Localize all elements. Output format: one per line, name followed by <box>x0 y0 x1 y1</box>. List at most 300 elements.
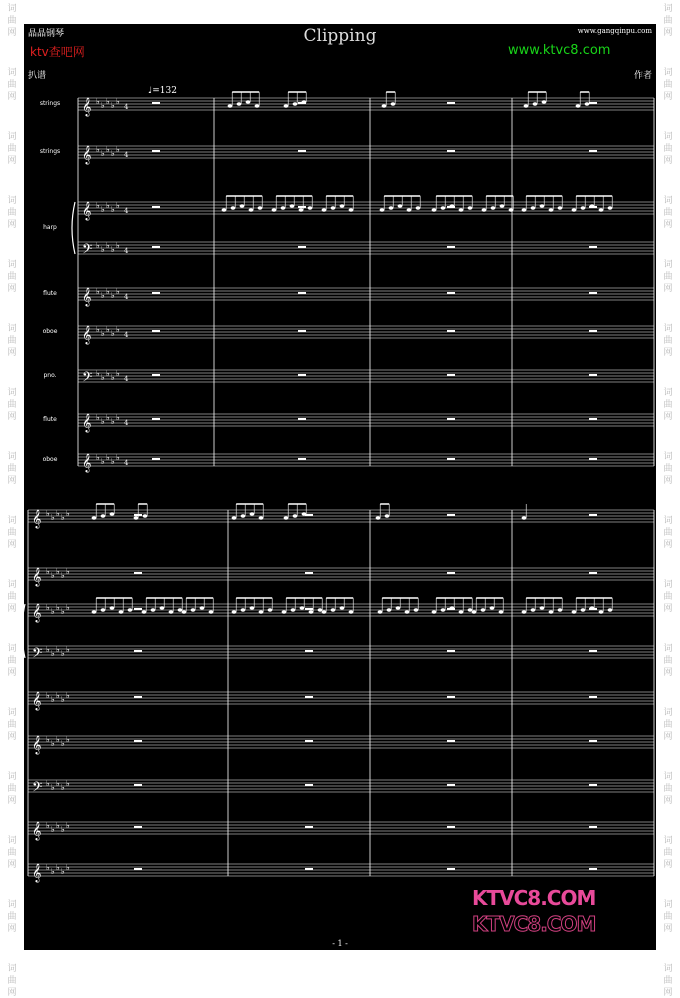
margin-char: 网 <box>7 540 17 550</box>
margin-char: 曲 <box>7 528 17 538</box>
time-signature: 4 <box>124 151 129 159</box>
note-head <box>522 516 527 519</box>
margin-char: 曲 <box>663 208 673 218</box>
header-left-label: 晶晶钢琴 <box>28 29 65 39</box>
flat-sign: ♭ <box>51 607 55 616</box>
note-head <box>349 208 354 211</box>
note-head <box>101 514 106 517</box>
margin-char: 网 <box>7 924 17 934</box>
flat-sign: ♭ <box>56 567 60 576</box>
note-head <box>302 100 307 103</box>
harp-brace <box>24 604 25 658</box>
flat-sign: ♭ <box>116 369 120 378</box>
note-head <box>581 206 586 209</box>
treble-clef: 𝄞 <box>82 453 92 472</box>
flat-sign: ♭ <box>101 457 105 466</box>
margin-char: 网 <box>663 668 673 678</box>
treble-clef: 𝄞 <box>82 201 92 220</box>
bass-clef: 𝄢 <box>32 645 43 664</box>
margin-char: 曲 <box>663 912 673 922</box>
note-head <box>407 208 412 211</box>
flat-sign: ♭ <box>101 205 105 214</box>
time-signature: 4 <box>124 293 129 301</box>
flat-sign: ♭ <box>46 509 50 518</box>
flat-sign: ♭ <box>96 201 100 210</box>
note-head <box>391 102 396 105</box>
note-head <box>558 608 563 611</box>
flat-sign: ♭ <box>51 649 55 658</box>
margin-char: 网 <box>663 924 673 934</box>
note-head <box>308 206 313 209</box>
flat-sign: ♭ <box>116 287 120 296</box>
margin-char: 词 <box>7 580 17 590</box>
note-head <box>590 204 595 207</box>
margin-char: 网 <box>7 220 17 230</box>
margin-char: 曲 <box>7 208 17 218</box>
margin-char: 词 <box>7 324 17 334</box>
margin-char: 曲 <box>663 336 673 346</box>
margin-char: 网 <box>663 284 673 294</box>
flat-sign: ♭ <box>111 245 115 254</box>
time-signature: 4 <box>124 459 129 467</box>
treble-clef: 𝄞 <box>82 97 92 116</box>
note-head <box>533 102 538 105</box>
flat-sign: ♭ <box>56 509 60 518</box>
ktv-logo-text[interactable]: ktv查吧网 <box>30 45 85 59</box>
instrument-label: strings <box>39 148 61 155</box>
flat-sign: ♭ <box>46 779 50 788</box>
margin-char: 网 <box>663 860 673 870</box>
note-head <box>232 516 237 519</box>
note-head <box>259 610 264 613</box>
margin-char: 词 <box>7 68 17 78</box>
note-head <box>468 206 473 209</box>
note-head <box>250 606 255 609</box>
margin-char: 网 <box>7 28 17 38</box>
note-head <box>178 608 183 611</box>
margin-char: 词 <box>7 452 17 462</box>
note-head <box>414 608 419 611</box>
margin-char: 曲 <box>663 16 673 26</box>
margin-char: 网 <box>7 604 17 614</box>
note-head <box>284 104 289 107</box>
margin-char: 曲 <box>663 464 673 474</box>
left-margin-watermark <box>2 0 22 998</box>
note-head <box>299 208 304 211</box>
margin-char: 网 <box>663 412 673 422</box>
flat-sign: ♭ <box>106 241 110 250</box>
note-head <box>531 608 536 611</box>
note-head <box>522 610 527 613</box>
margin-char: 网 <box>663 604 673 614</box>
margin-char: 词 <box>663 324 673 334</box>
margin-char: 网 <box>663 732 673 742</box>
note-head <box>542 100 547 103</box>
margin-char: 曲 <box>7 272 17 282</box>
note-head <box>92 516 97 519</box>
arranger-label: 扒谱 <box>28 71 47 81</box>
note-head <box>259 516 264 519</box>
margin-char: 网 <box>7 348 17 358</box>
note-head <box>459 208 464 211</box>
instrument-label: harp <box>43 224 57 231</box>
instrument-label: pno. <box>43 372 57 379</box>
note-head <box>441 608 446 611</box>
margin-char: 网 <box>7 988 17 998</box>
note-head <box>432 208 437 211</box>
note-head <box>232 610 237 613</box>
note-head <box>191 608 196 611</box>
flat-sign: ♭ <box>56 735 60 744</box>
flat-sign: ♭ <box>106 97 110 106</box>
margin-char: 词 <box>7 900 17 910</box>
treble-clef: 𝄞 <box>32 735 42 754</box>
flat-sign: ♭ <box>51 571 55 580</box>
note-head <box>416 206 421 209</box>
flat-sign: ♭ <box>56 603 60 612</box>
bass-clef: 𝄢 <box>82 241 93 260</box>
flat-sign: ♭ <box>111 149 115 158</box>
flat-sign: ♭ <box>101 291 105 300</box>
flat-sign: ♭ <box>56 821 60 830</box>
composer-label: 作者 <box>633 71 652 81</box>
note-head <box>378 610 383 613</box>
margin-char: 词 <box>663 964 673 974</box>
margin-char: 网 <box>7 284 17 294</box>
flat-sign: ♭ <box>46 603 50 612</box>
margin-char: 曲 <box>663 656 673 666</box>
margin-char: 词 <box>7 260 17 270</box>
time-signature: 4 <box>124 375 129 383</box>
flat-sign: ♭ <box>66 821 70 830</box>
flat-sign: ♭ <box>101 329 105 338</box>
watermark-text-top: KTVC8.COM <box>472 886 596 910</box>
note-head <box>396 606 401 609</box>
flat-sign: ♭ <box>96 241 100 250</box>
flat-sign: ♭ <box>56 779 60 788</box>
margin-char: 曲 <box>7 16 17 26</box>
note-head <box>246 100 251 103</box>
margin-char: 词 <box>663 196 673 206</box>
note-head <box>309 610 314 613</box>
margin-char: 词 <box>663 644 673 654</box>
bass-clef: 𝄢 <box>82 369 93 388</box>
margin-char: 网 <box>663 92 673 102</box>
instrument-label: flute <box>43 416 57 423</box>
note-head <box>349 610 354 613</box>
margin-char: 曲 <box>7 80 17 90</box>
note-head <box>258 206 263 209</box>
flat-sign: ♭ <box>101 417 105 426</box>
flat-sign: ♭ <box>46 567 50 576</box>
margin-char: 词 <box>663 708 673 718</box>
margin-char: 曲 <box>663 80 673 90</box>
flat-sign: ♭ <box>101 245 105 254</box>
flat-sign: ♭ <box>111 329 115 338</box>
treble-clef: 𝄞 <box>32 821 42 840</box>
flat-sign: ♭ <box>51 739 55 748</box>
flat-sign: ♭ <box>51 513 55 522</box>
margin-char: 词 <box>663 388 673 398</box>
note-head <box>340 606 345 609</box>
note-head <box>509 208 514 211</box>
flat-sign: ♭ <box>61 513 65 522</box>
flat-sign: ♭ <box>66 735 70 744</box>
note-head <box>472 610 477 613</box>
margin-char: 网 <box>7 412 17 422</box>
margin-char: 曲 <box>663 720 673 730</box>
flat-sign: ♭ <box>96 413 100 422</box>
margin-char: 网 <box>663 796 673 806</box>
harp-brace <box>72 202 75 254</box>
watermark-text-bottom: KTVC8.COM <box>472 912 596 936</box>
note-head <box>468 608 473 611</box>
instrument-label: flute <box>43 290 57 297</box>
flat-sign: ♭ <box>66 863 70 872</box>
note-head <box>240 204 245 207</box>
note-head <box>291 608 296 611</box>
ktvc8-watermark-logo <box>472 886 632 942</box>
margin-char: 词 <box>663 132 673 142</box>
margin-char: 词 <box>663 580 673 590</box>
margin-char: 曲 <box>7 464 17 474</box>
flat-sign: ♭ <box>51 695 55 704</box>
note-head <box>322 610 327 613</box>
note-head <box>581 608 586 611</box>
note-head <box>500 204 505 207</box>
flat-sign: ♭ <box>106 287 110 296</box>
note-head <box>110 512 115 515</box>
margin-char: 曲 <box>7 656 17 666</box>
flat-sign: ♭ <box>111 457 115 466</box>
flat-sign: ♭ <box>96 287 100 296</box>
flat-sign: ♭ <box>106 453 110 462</box>
note-head <box>92 610 97 613</box>
margin-char: 曲 <box>663 400 673 410</box>
note-head <box>599 208 604 211</box>
note-head <box>128 608 133 611</box>
note-head <box>255 104 260 107</box>
flat-sign: ♭ <box>61 867 65 876</box>
margin-char: 网 <box>7 860 17 870</box>
margin-char: 网 <box>663 220 673 230</box>
note-head <box>209 610 214 613</box>
margin-char: 词 <box>663 900 673 910</box>
note-head <box>387 608 392 611</box>
margin-char: 网 <box>663 348 673 358</box>
ktv-website-link[interactable]: www.ktvc8.com <box>508 43 611 58</box>
note-head <box>549 610 554 613</box>
margin-char: 曲 <box>7 144 17 154</box>
margin-char: 词 <box>663 772 673 782</box>
note-head <box>405 610 410 613</box>
note-head <box>200 606 205 609</box>
note-head <box>450 606 455 609</box>
note-head <box>385 514 390 517</box>
flat-sign: ♭ <box>56 691 60 700</box>
note-head <box>380 208 385 211</box>
note-head <box>331 206 336 209</box>
margin-char: 词 <box>7 516 17 526</box>
note-head <box>585 102 590 105</box>
note-head <box>142 610 147 613</box>
right-margin-watermark <box>658 0 678 998</box>
score-title: Clipping <box>303 26 377 46</box>
time-signature: 4 <box>124 331 129 339</box>
margin-char: 网 <box>7 476 17 486</box>
flat-sign: ♭ <box>111 417 115 426</box>
flat-sign: ♭ <box>106 325 110 334</box>
note-head <box>302 512 307 515</box>
flat-sign: ♭ <box>61 649 65 658</box>
margin-char: 网 <box>7 796 17 806</box>
flat-sign: ♭ <box>96 369 100 378</box>
flat-sign: ♭ <box>51 825 55 834</box>
note-head <box>540 606 545 609</box>
note-head <box>608 206 613 209</box>
margin-char: 词 <box>7 388 17 398</box>
flat-sign: ♭ <box>96 145 100 154</box>
margin-char: 曲 <box>663 272 673 282</box>
treble-clef: 𝄞 <box>32 603 42 622</box>
margin-char: 曲 <box>7 336 17 346</box>
note-head <box>250 512 255 515</box>
margin-char: 网 <box>663 28 673 38</box>
flat-sign: ♭ <box>101 373 105 382</box>
flat-sign: ♭ <box>116 145 120 154</box>
tempo-mark: ♩=132 <box>148 86 177 96</box>
note-head <box>182 610 187 613</box>
note-head <box>293 514 298 517</box>
flat-sign: ♭ <box>101 101 105 110</box>
note-head <box>160 606 165 609</box>
margin-char: 词 <box>663 4 673 14</box>
margin-char: 词 <box>7 196 17 206</box>
margin-char: 词 <box>663 836 673 846</box>
note-head <box>101 608 106 611</box>
margin-char: 词 <box>7 644 17 654</box>
treble-clef: 𝄞 <box>82 287 92 306</box>
note-head <box>572 208 577 211</box>
note-head <box>481 608 486 611</box>
note-head <box>249 208 254 211</box>
note-head <box>608 608 613 611</box>
flat-sign: ♭ <box>116 413 120 422</box>
margin-char: 网 <box>7 92 17 102</box>
flat-sign: ♭ <box>106 201 110 210</box>
treble-clef: 𝄞 <box>82 325 92 344</box>
note-head <box>119 610 124 613</box>
flat-sign: ♭ <box>61 783 65 792</box>
flat-sign: ♭ <box>111 101 115 110</box>
note-head <box>143 514 148 517</box>
note-head <box>558 206 563 209</box>
flat-sign: ♭ <box>56 863 60 872</box>
note-head <box>522 208 527 211</box>
note-head <box>524 104 529 107</box>
flat-sign: ♭ <box>106 145 110 154</box>
margin-char: 词 <box>7 4 17 14</box>
instrument-label: strings <box>39 100 61 107</box>
margin-char: 曲 <box>663 144 673 154</box>
note-head <box>331 608 336 611</box>
flat-sign: ♭ <box>116 201 120 210</box>
note-head <box>540 204 545 207</box>
note-head <box>272 208 277 211</box>
flat-sign: ♭ <box>66 567 70 576</box>
margin-char: 曲 <box>663 528 673 538</box>
note-head <box>491 206 496 209</box>
flat-sign: ♭ <box>111 373 115 382</box>
flat-sign: ♭ <box>96 325 100 334</box>
flat-sign: ♭ <box>66 691 70 700</box>
site-url[interactable]: www.gangqinpu.com <box>577 27 652 35</box>
margin-char: 网 <box>663 156 673 166</box>
note-head <box>490 606 495 609</box>
instrument-label: oboe <box>42 456 58 463</box>
flat-sign: ♭ <box>46 645 50 654</box>
margin-char: 网 <box>7 668 17 678</box>
flat-sign: ♭ <box>111 291 115 300</box>
score-page <box>24 24 656 950</box>
margin-char: 曲 <box>7 720 17 730</box>
treble-clef: 𝄞 <box>82 145 92 164</box>
flat-sign: ♭ <box>66 645 70 654</box>
bass-clef: 𝄢 <box>32 779 43 798</box>
flat-sign: ♭ <box>61 695 65 704</box>
margin-char: 曲 <box>663 592 673 602</box>
flat-sign: ♭ <box>96 97 100 106</box>
margin-char: 曲 <box>7 784 17 794</box>
margin-char: 曲 <box>7 592 17 602</box>
flat-sign: ♭ <box>61 571 65 580</box>
time-signature: 4 <box>124 207 129 215</box>
note-head <box>293 102 298 105</box>
margin-char: 词 <box>663 260 673 270</box>
time-signature: 4 <box>124 419 129 427</box>
note-head <box>376 516 381 519</box>
margin-char: 网 <box>7 732 17 742</box>
margin-char: 词 <box>7 772 17 782</box>
margin-char: 网 <box>663 540 673 550</box>
note-head <box>241 608 246 611</box>
margin-char: 词 <box>7 132 17 142</box>
note-head <box>482 208 487 211</box>
treble-clef: 𝄞 <box>32 863 42 882</box>
flat-sign: ♭ <box>116 241 120 250</box>
note-head <box>572 610 577 613</box>
treble-clef: 𝄞 <box>32 567 42 586</box>
flat-sign: ♭ <box>46 735 50 744</box>
time-signature: 4 <box>124 103 129 111</box>
note-head <box>599 610 604 613</box>
instrument-label: oboe <box>42 328 58 335</box>
margin-char: 网 <box>663 988 673 998</box>
flat-sign: ♭ <box>61 607 65 616</box>
note-head <box>499 610 504 613</box>
margin-char: 网 <box>663 476 673 486</box>
margin-char: 词 <box>663 452 673 462</box>
note-head <box>450 204 455 207</box>
note-head <box>151 608 156 611</box>
note-head <box>134 516 139 519</box>
note-head <box>282 610 287 613</box>
margin-char: 曲 <box>7 400 17 410</box>
margin-char: 曲 <box>7 848 17 858</box>
note-head <box>590 606 595 609</box>
flat-sign: ♭ <box>46 691 50 700</box>
margin-char: 词 <box>7 836 17 846</box>
